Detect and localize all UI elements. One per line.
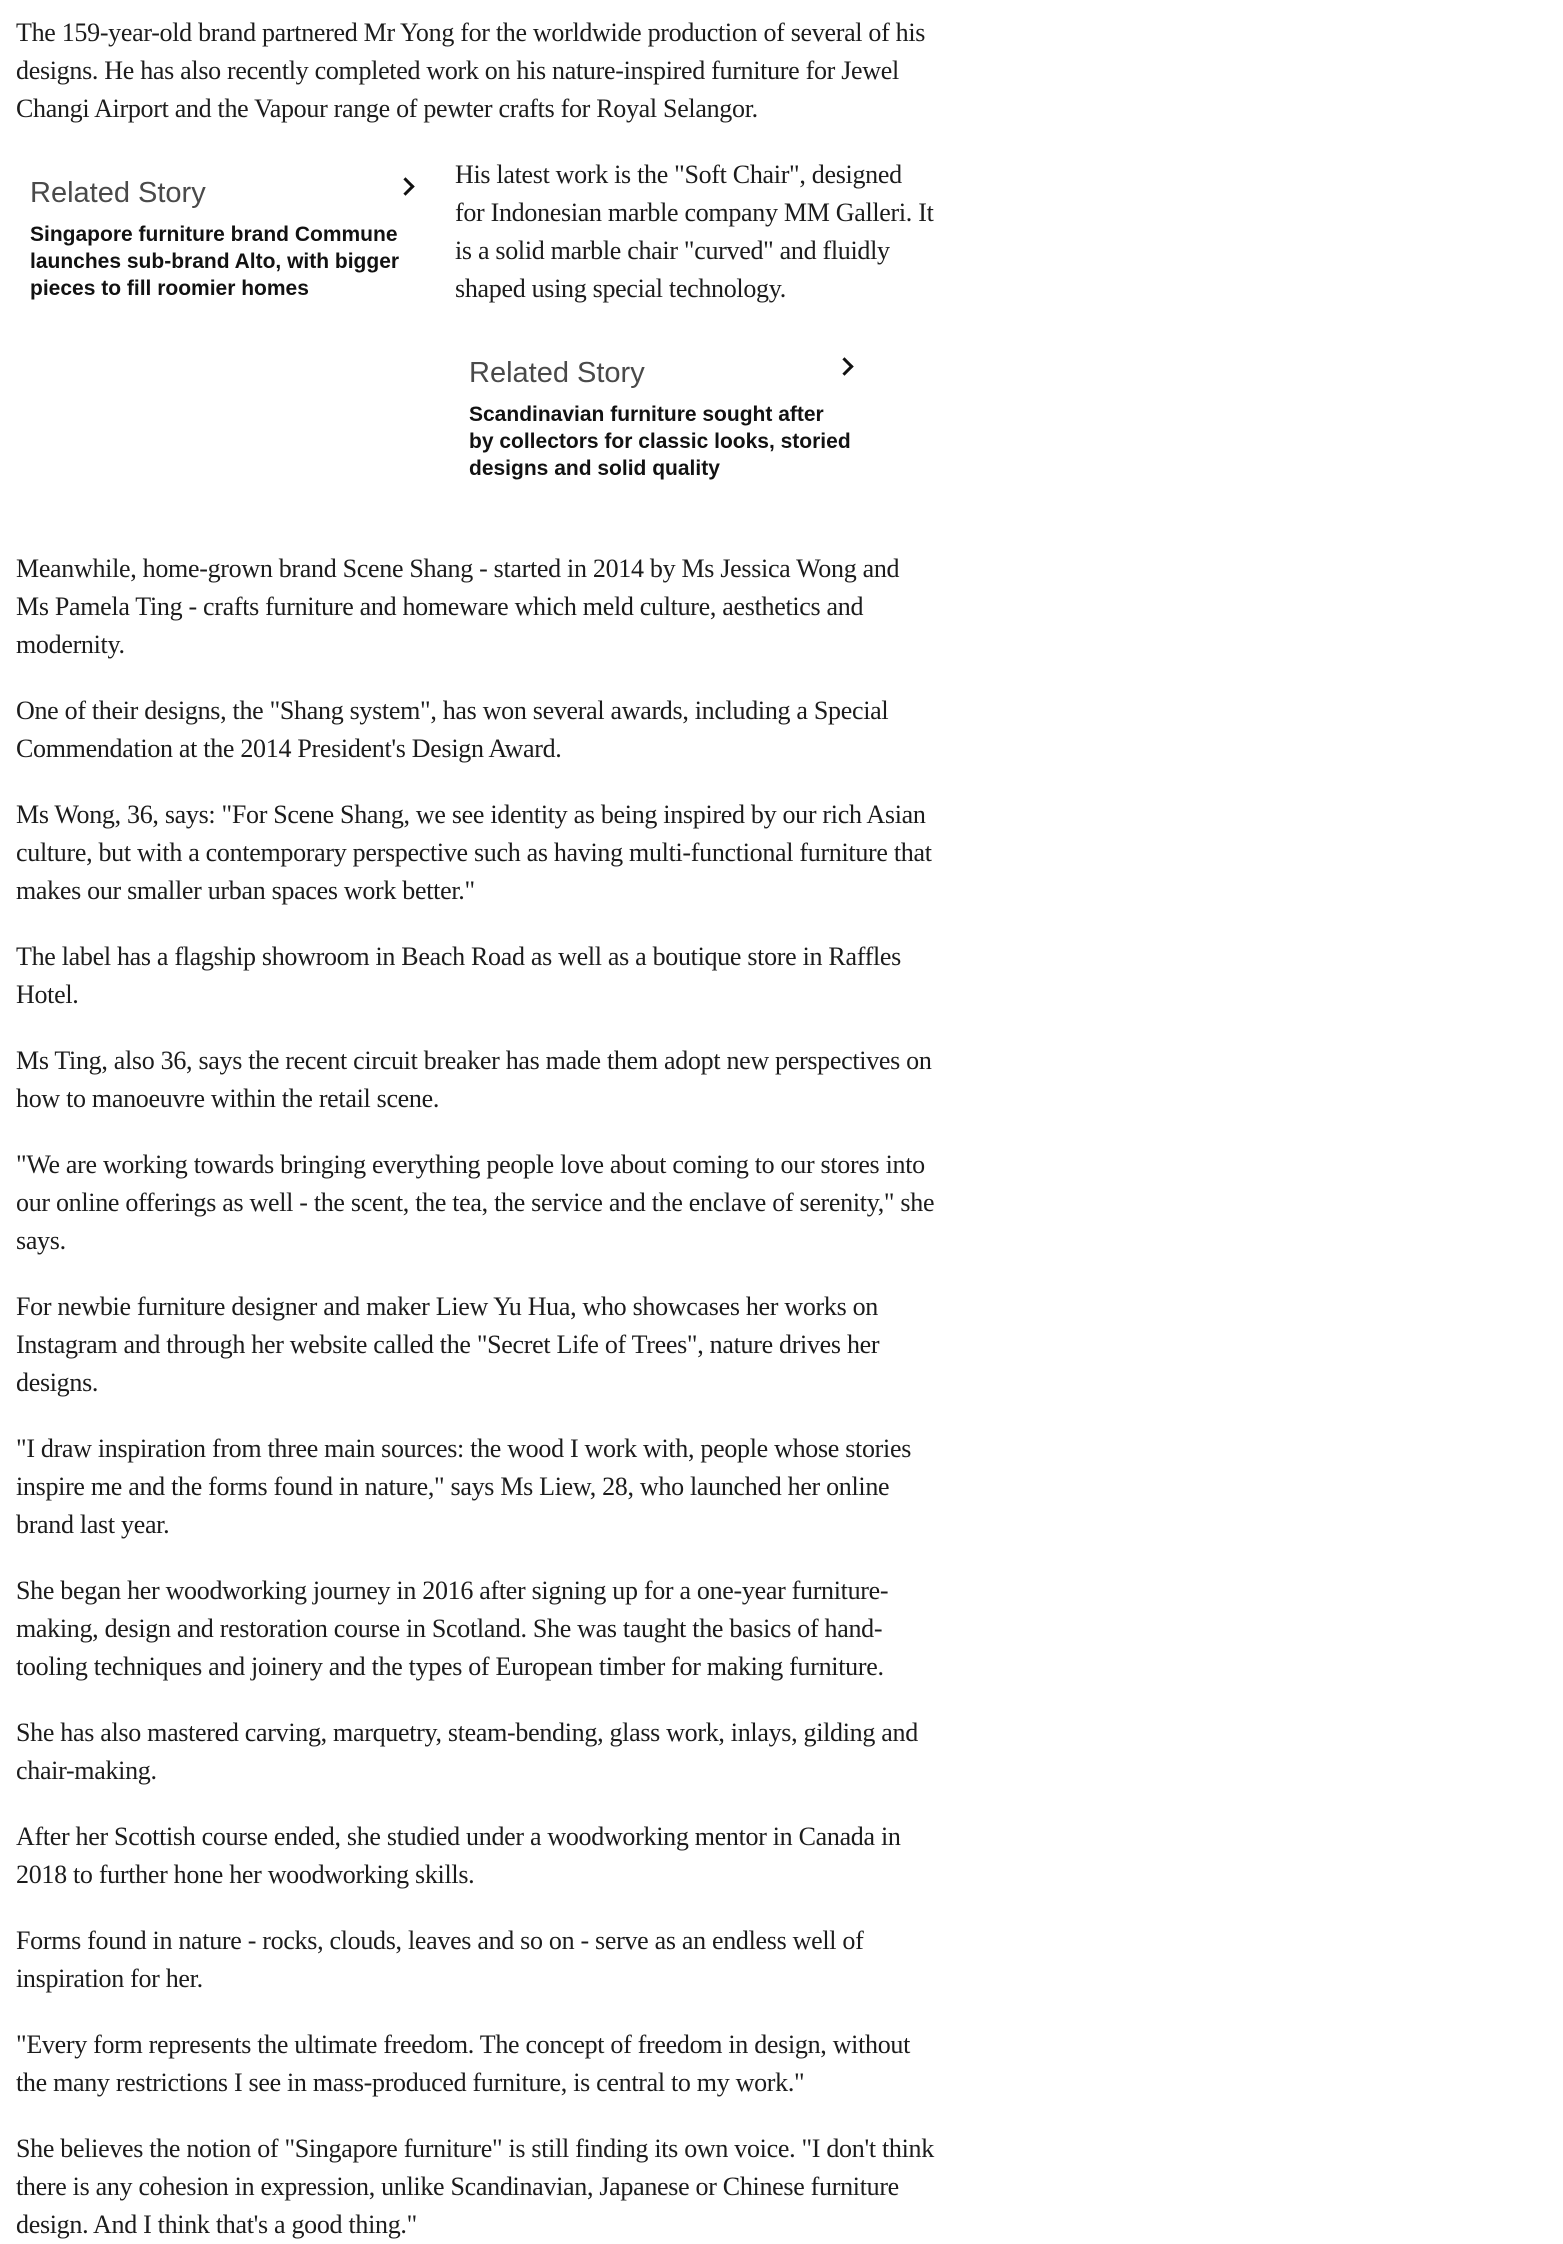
related-story-title-link[interactable]: Scandinavian furniture sought after by collectors for classic looks, storied designs and solid quality bbox=[469, 403, 851, 480]
article-paragraph: Ms Ting, also 36, says the recent circuit breaker has made them adopt new perspectives on how to manoeuvre within the retail scene. bbox=[16, 1046, 932, 1113]
article-paragraph: She began her woodworking journey in 2016 after signing up for a one-year furniture-making, design and restoration course in Scotland. She was taught the basics of hand-tooling techniques and joinery and the types of European timber for making furniture. bbox=[16, 1576, 889, 1681]
related-story-title-link[interactable]: Singapore furniture brand Commune launches sub-brand Alto, with bigger pieces to fill roomier homes bbox=[30, 223, 400, 300]
article-paragraph: "We are working towards bringing everything people love about coming to our stores into our online offerings as well - the scent, the tea, the service and the enclave of serenity," she says. bbox=[16, 1150, 935, 1255]
related-story-card-1[interactable] bbox=[16, 168, 420, 302]
article-paragraph: His latest work is the "Soft Chair", designed for Indonesian marble company MM Galleri. It is a solid marble chair "curved" and fluidly shaped using special technology. bbox=[455, 160, 934, 303]
article-paragraph: She has also mastered carving, marquetry, steam-bending, glass work, inlays, gilding and chair-making. bbox=[16, 1718, 918, 1785]
article-paragraph: The 159-year-old brand partnered Mr Yong for the worldwide production of several of his designs. He has also recently completed work on his nature-inspired furniture for Jewel Changi Airport and the Vapour range of pewter crafts for Royal Selangor. bbox=[16, 18, 926, 123]
article-paragraph: After her Scottish course ended, she studied under a woodworking mentor in Canada in 2018 to further hone her woodworking skills. bbox=[16, 1822, 901, 1889]
related-story-card-2[interactable] bbox=[455, 348, 859, 482]
article-paragraph: The label has a flagship showroom in Beach Road as well as a boutique store in Raffles Hotel. bbox=[16, 942, 901, 1009]
article-paragraph: She believes the notion of "Singapore furniture" is still finding its own voice. "I don't think there is any cohesion in expression, unlike Scandinavian, Japanese or Chinese furniture design. And I think that's a good thing." bbox=[16, 2134, 934, 2239]
article-paragraph: For newbie furniture designer and maker Liew Yu Hua, who showcases her works on Instagram and through her website called the "Secret Life of Trees", nature drives her designs. bbox=[16, 1292, 880, 1397]
related-story-label: Related Story bbox=[30, 177, 206, 209]
article-paragraph: One of their designs, the "Shang system", has won several awards, including a Special Commendation at the 2014 President's Design Award. bbox=[16, 696, 889, 763]
article-paragraph: Forms found in nature - rocks, clouds, leaves and so on - serve as an endless well of inspiration for her. bbox=[16, 1926, 864, 1993]
related-story-label: Related Story bbox=[469, 357, 645, 389]
article-paragraph: Ms Wong, 36, says: "For Scene Shang, we see identity as being inspired by our rich Asian culture, but with a contemporary perspective such as having multi-functional furniture that makes our smaller urban spaces work better." bbox=[16, 800, 932, 905]
article-paragraph: "I draw inspiration from three main sources: the wood I work with, people whose stories inspire me and the forms found in nature," says Ms Liew, 28, who launched her online brand last year. bbox=[16, 1434, 912, 1539]
article-paragraph: "Every form represents the ultimate freedom. The concept of freedom in design, without the many restrictions I see in mass-produced furniture, is central to my work." bbox=[16, 2030, 911, 2097]
article-paragraph: Meanwhile, home-grown brand Scene Shang - started in 2014 by Ms Jessica Wong and Ms Pamela Ting - crafts furniture and homeware which meld culture, aesthetics and modernity. bbox=[16, 554, 900, 659]
